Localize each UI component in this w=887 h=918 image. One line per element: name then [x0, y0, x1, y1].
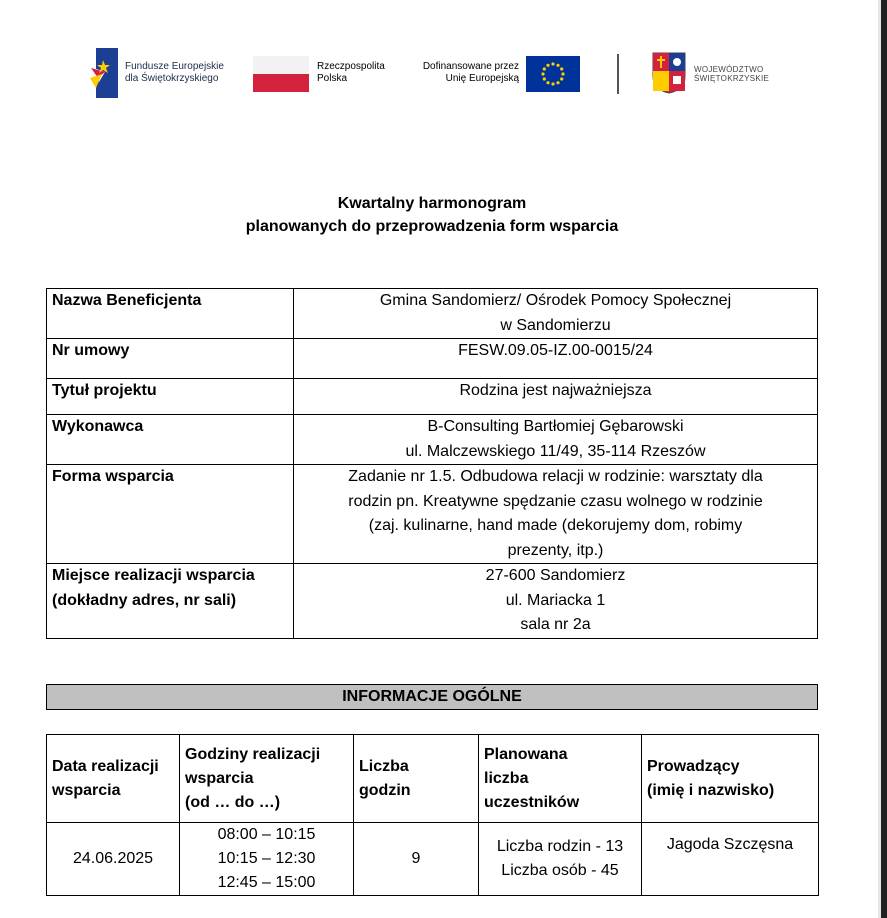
title-line-2: planowanych do przeprowadzenia form wsparcia [245, 218, 619, 235]
window-edge [881, 0, 887, 918]
swietokrzyskie-label: WOJEWÓDZTWO ŚWIĘTOKRZYSKIE [694, 65, 770, 83]
forma-value: Zadanie nr 1.5. Odbudowa relacji w rodzinie: warsztaty dla rodzin pn. Kreatywne spędzanie czasu wolnego w rodzinie (zaj. kulinarne, hand made (dekorujemy dom, robimy prezenty, itp.) [294, 465, 818, 564]
header-leader: Prowadzący (imię i nazwisko) [642, 735, 819, 823]
poland-flag-icon [253, 56, 309, 92]
rzeczpospolita-label: Rzeczpospolita Polska [317, 61, 385, 84]
beneficjent-value: Gmina Sandomierz/ Ośrodek Pomocy Społecznej w Sandomierzu [294, 289, 818, 339]
cell-date: 24.06.2025 [47, 823, 180, 896]
tytul-value: Rodzina jest najważniejsza [294, 379, 818, 415]
title-line-1: Kwartalny harmonogram [337, 195, 527, 212]
cell-planned-participants: Liczba rodzin - 13 Liczba osób - 45 [479, 823, 642, 896]
logo-bar [88, 48, 788, 98]
eu-flag-icon [526, 56, 580, 92]
info-row-tytul [47, 379, 818, 415]
info-row-forma [47, 465, 818, 564]
wykonawca-value: B-Consulting Bartłomiej Gębarowski ul. Malczewskiego 11/49, 35-114 Rzeszów [294, 415, 818, 465]
logo-separator [617, 54, 619, 94]
header-planned-participants: Planowana liczba uczestników [479, 735, 642, 823]
schedule-header-row [47, 735, 819, 823]
header-hour-count: Liczba godzin [354, 735, 479, 823]
eu-funding-label: Dofinansowane przez Unię Europejską [422, 61, 519, 84]
section-header-general: INFORMACJE OGÓLNE [46, 684, 818, 710]
forma-label: Forma wsparcia [47, 465, 294, 564]
cell-hour-count: 9 [354, 823, 479, 896]
info-row-beneficjent [47, 289, 818, 339]
fundusze-europejskie-label: Fundusze Europejskie dla Świętokrzyskiego [125, 61, 224, 84]
header-date: Data realizacji wsparcia [47, 735, 180, 823]
wykonawca-label: Wykonawca [47, 415, 294, 465]
cell-leader: Jagoda Szczęsna [642, 823, 819, 896]
miejsce-value: 27-600 Sandomierz ul. Mariacka 1 sala nr 2a [294, 564, 818, 639]
miejsce-label: Miejsce realizacji wsparcia (dokładny adres, nr sali) [47, 564, 294, 639]
info-row-wykonawca [47, 415, 818, 465]
info-row-umowa [47, 339, 818, 379]
project-info-table [46, 288, 818, 639]
umowa-value: FESW.09.05-IZ.00-0015/24 [294, 339, 818, 379]
schedule-table [46, 734, 819, 896]
beneficjent-label: Nazwa Beneficjenta [47, 289, 294, 339]
fundusze-europejskie-icon [88, 48, 118, 98]
cell-time-ranges: 08:00 – 10:15 10:15 – 12:30 12:45 – 15:00 [180, 823, 354, 896]
document-title [0, 192, 864, 238]
tytul-label: Tytuł projektu [47, 379, 294, 415]
umowa-label: Nr umowy [47, 339, 294, 379]
table-row [47, 823, 819, 896]
swietokrzyskie-crest-icon [652, 52, 686, 94]
info-row-miejsce [47, 564, 818, 639]
header-hours-range: Godziny realizacji wsparcia (od … do …) [180, 735, 354, 823]
